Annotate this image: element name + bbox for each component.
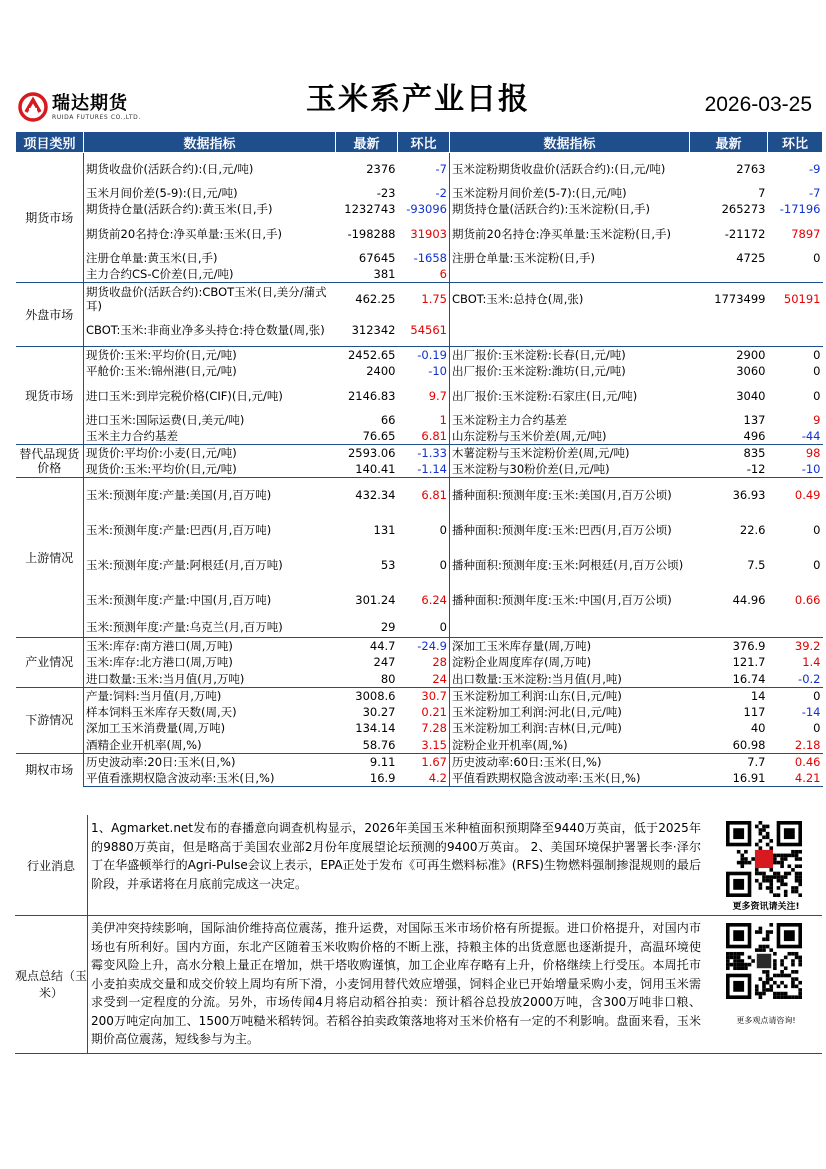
change-value: 2.18	[794, 737, 821, 752]
change-value: 0.21	[398, 704, 450, 721]
change-value: 28	[398, 654, 450, 671]
table-row	[16, 428, 823, 445]
latest-value: 381	[373, 267, 396, 281]
latest-value: 2146.83	[347, 388, 396, 403]
latest-value: 7.5	[747, 558, 766, 572]
latest-value: 44.7	[336, 638, 398, 655]
indicator-name: 酒精企业开机率(周,%)	[86, 737, 202, 752]
latest-value: 36.93	[690, 478, 768, 513]
indicator-name: 玉米主力合约基差	[86, 429, 178, 443]
indicator-name: 玉米淀粉加工利润:山东(日,元/吨)	[450, 687, 690, 704]
change-value: -93096	[398, 201, 450, 218]
latest-value: 376.9	[690, 638, 768, 655]
change-value: 0	[398, 618, 450, 638]
indicator-name: 玉米淀粉月间价差(5-7):(日,元/吨)	[452, 185, 627, 200]
change-value: -1.33	[398, 445, 450, 462]
category-cell: 替代品现货价格	[16, 445, 84, 478]
latest-value: 134.14	[355, 721, 396, 736]
latest-value: -23	[376, 185, 396, 200]
latest-value: 14	[690, 687, 768, 704]
change-value: 0	[398, 513, 450, 548]
latest-value: 2376	[336, 153, 398, 185]
latest-value: 80	[380, 671, 396, 686]
view-summary-label: 观点总结（玉米）	[15, 915, 88, 1053]
category-cell: 上游情况	[16, 478, 84, 638]
change-value	[768, 266, 823, 283]
indicator-name: 玉米淀粉加工利润:河北(日,元/吨)	[452, 704, 622, 719]
latest-value: 58.76	[362, 737, 396, 752]
change-value: 30.7	[398, 687, 450, 704]
indicator-name: 深加工玉米消费量(周,万吨)	[86, 721, 226, 736]
indicator-name: 玉米淀粉加工利润:吉林(日,元/吨)	[452, 721, 622, 736]
category-cell: 期权市场	[16, 753, 84, 786]
latest-value: 67645	[358, 250, 396, 265]
change-value: 7897	[791, 226, 821, 241]
indicator-name: 玉米淀粉与30粉价差(日,元/吨)	[452, 462, 610, 476]
table-header-row	[16, 132, 823, 153]
table-row	[16, 548, 823, 583]
qr-code-icon	[726, 923, 802, 999]
change-value: 3.15	[398, 737, 450, 754]
change-value: 0	[768, 687, 823, 704]
category-cell: 现货市场	[16, 347, 84, 445]
indicator-name: 主力合约CS-C价差(日,元/吨)	[86, 267, 234, 281]
indicator-name: 现货价:玉米:平均价(日,元/吨)	[84, 347, 336, 364]
indicator-name: 木薯淀粉与玉米淀粉价差(周,元/吨)	[450, 445, 690, 462]
latest-value: 4725	[736, 250, 766, 265]
indicator-name	[450, 315, 690, 347]
table-row	[16, 737, 823, 754]
table-row	[16, 412, 823, 429]
change-value: -1658	[398, 250, 450, 267]
qr-code-icon	[726, 821, 802, 897]
indicator-name: 玉米:预测年度:产量:乌克兰(月,百万吨)	[86, 620, 283, 635]
qr-caption-news: 更多资讯请关注!	[732, 902, 800, 912]
latest-value: -198288	[347, 226, 396, 241]
latest-value: 1232743	[344, 202, 396, 217]
latest-value: 44.96	[732, 593, 766, 607]
change-value: 24	[398, 671, 450, 688]
indicator-name	[450, 618, 690, 638]
indicator-name: CBOT:玉米:非商业净多头持仓:持仓数量(周,张)	[86, 323, 325, 338]
change-value: -2	[398, 185, 450, 202]
latest-value: 30.27	[362, 704, 396, 719]
table-row	[16, 638, 823, 655]
indicator-name: 出厂报价:玉米淀粉:潍坊(日,元/吨)	[452, 364, 626, 379]
change-value: -7	[398, 153, 450, 185]
change-value: -1.14	[398, 461, 450, 478]
indicator-name: 播种面积:预测年度:玉米:美国(月,百万公顷)	[450, 478, 690, 513]
change-value: 31903	[398, 218, 450, 250]
change-value: -7	[809, 185, 821, 200]
change-value: -24.9	[398, 638, 450, 655]
change-value: 0	[813, 523, 821, 537]
change-value: 0.49	[768, 478, 823, 513]
view-summary-text: 美伊冲突持续影响，国际油价维持高位震荡，推升运费，对国际玉米市场价格有所提振。进口价格提升，对国内市场也有所利好。国内方面，东北产区随着玉米收购价格的不断上涨，持粮主体的出货意愿也逐渐提升，高温环境使霉变风险上升，高水分粮上量正在增加，烘干塔收购谨慎，加工企业库存略有上升，价格继续上行受压。本周托市小麦拍卖成交量和成交价较上周均有所下滑，小麦饲用替代效应增强，饲料企业已开始增量采购小麦，饲用玉米需求受到一定程度的分流。另外，市场传闻4月将启动稻谷拍卖：预计稻谷总投放2000万吨，含300万吨非口粮、200万吨定向加工、1500万吨糙米稻转饲。若稻谷拍卖政策落地将对玉米价格有一定的不利影响。盘面来看，玉米期价高位震荡，短线参与为主。	[91, 921, 701, 1046]
table-row	[16, 720, 823, 737]
indicator-name: 期货收盘价(活跃合约):CBOT玉米(日,美分/蒲式耳)	[84, 283, 336, 315]
change-value: 1	[398, 412, 450, 429]
indicator-name: 进口数量:玉米:当月值(月,万吨)	[86, 671, 245, 686]
indicator-name: 出口数量:玉米淀粉:当月值(月,吨)	[452, 671, 622, 686]
change-value: 4.21	[768, 770, 823, 787]
header-latest-right: 最新	[690, 132, 768, 153]
table-row	[16, 583, 823, 618]
table-row	[16, 654, 823, 671]
table-row	[16, 618, 823, 638]
qr-caption-view: 更多观点请咨询!	[736, 1016, 796, 1025]
change-value: -44	[801, 429, 821, 443]
latest-value: 7	[758, 185, 766, 200]
indicator-name: 平舱价:玉米:锦州港(日,元/吨)	[86, 364, 237, 379]
indicator-name: 淀粉企业周度库存(周,万吨)	[452, 655, 592, 670]
table-row	[16, 704, 823, 721]
table-row	[16, 753, 823, 770]
indicator-name: 期货持仓量(活跃合约):玉米淀粉(日,手)	[452, 202, 650, 217]
latest-value: 66	[380, 412, 396, 427]
indicator-name: 期货前20名持仓:净买单量:玉米(日,手)	[86, 226, 283, 241]
latest-value: 3008.6	[336, 687, 398, 704]
change-value: -14	[801, 704, 821, 719]
latest-value: 2763	[690, 153, 768, 185]
change-value	[768, 315, 823, 347]
change-value: -10	[398, 363, 450, 380]
change-value: -0.19	[398, 347, 450, 364]
table-row	[16, 687, 823, 704]
latest-value: 29	[380, 620, 396, 635]
indicator-name: 期货收盘价(活跃合约):(日,元/吨)	[84, 153, 336, 185]
latest-value: 7.7	[690, 753, 768, 770]
report-date: 2026-03-25	[704, 93, 812, 116]
indicator-table	[15, 131, 823, 787]
latest-value: 121.7	[732, 655, 766, 670]
indicator-name: 播种面积:预测年度:玉米:巴西(月,百万公顷)	[452, 523, 672, 537]
table-row	[16, 185, 823, 202]
change-value: 7.28	[398, 720, 450, 737]
latest-value: 432.34	[336, 478, 398, 513]
latest-value: 2400	[366, 364, 396, 379]
latest-value: 9.11	[336, 753, 398, 770]
change-value: 0	[813, 721, 821, 736]
latest-value: 53	[380, 558, 396, 572]
latest-value: 16.74	[732, 671, 766, 686]
indicator-name: 玉米:预测年度:产量:美国(月,百万吨)	[84, 478, 336, 513]
latest-value: 16.9	[336, 770, 398, 787]
change-value: 9	[813, 412, 821, 427]
latest-value	[690, 618, 768, 638]
indicator-name: 玉米:预测年度:产量:巴西(月,百万吨)	[86, 523, 272, 537]
change-value	[768, 618, 823, 638]
latest-value: 2452.65	[336, 347, 398, 364]
category-cell: 外盘市场	[16, 283, 84, 347]
latest-value: 301.24	[355, 593, 396, 607]
indicator-name: 玉米月间价差(5-9):(日,元/吨)	[86, 185, 238, 200]
latest-value: 247	[373, 655, 396, 670]
table-row	[16, 380, 823, 412]
latest-value: 137	[743, 412, 766, 427]
change-value: 6.81	[398, 478, 450, 513]
latest-value: 312342	[351, 323, 396, 338]
indicator-name: 深加工玉米库存量(周,万吨)	[450, 638, 690, 655]
indicator-name: 进口玉米:到岸完税价格(CIF)(日,元/吨)	[86, 388, 283, 403]
indicator-name: 玉米淀粉主力合约基差	[452, 412, 567, 427]
table-row	[16, 250, 823, 267]
table-row	[16, 315, 823, 347]
change-value: 54561	[398, 315, 450, 347]
latest-value: 462.25	[336, 283, 398, 315]
table-row	[16, 218, 823, 250]
change-value: 0	[813, 558, 821, 572]
indicator-name: 玉米淀粉期货收盘价(活跃合约):(日,元/吨)	[450, 153, 690, 185]
table-row	[16, 153, 823, 185]
latest-value: 131	[373, 523, 396, 537]
change-value: 0	[768, 347, 823, 364]
latest-value: 76.65	[362, 429, 396, 443]
indicator-name: 进口玉米:国际运费(日,美元/吨)	[86, 412, 245, 427]
indicator-name: 产量:饲料:当月值(月,万吨)	[84, 687, 336, 704]
header-change-right: 环比	[768, 132, 823, 153]
change-value: 6	[398, 266, 450, 283]
indicator-name: 玉米:库存:北方港口(周,万吨)	[86, 655, 233, 670]
latest-value: 16.91	[690, 770, 768, 787]
header-indicator-right: 数据指标	[450, 132, 690, 153]
table-row	[16, 671, 823, 688]
indicator-name: 玉米:预测年度:产量:阿根廷(月,百万吨)	[86, 558, 283, 572]
indicator-name: 历史波动率:60日:玉米(日,%)	[450, 753, 690, 770]
table-row	[16, 770, 823, 787]
change-value: 6.81	[398, 428, 450, 445]
change-value: 0.46	[768, 753, 823, 770]
latest-value: 40	[750, 721, 766, 736]
latest-value: 1773499	[690, 283, 768, 315]
indicator-name: 现货价:平均价:小麦(日,元/吨)	[84, 445, 336, 462]
indicator-name: 平值看涨期权隐含波动率:玉米(日,%)	[84, 770, 336, 787]
change-value: 50191	[768, 283, 823, 315]
latest-value: -12	[746, 462, 766, 476]
change-value: -0.2	[798, 671, 821, 686]
indicator-name: 淀粉企业开机率(周,%)	[452, 737, 568, 752]
report-title: 玉米系产业日报	[306, 82, 530, 117]
latest-value: 2593.06	[336, 445, 398, 462]
change-value: 0	[398, 548, 450, 583]
latest-value: 2900	[690, 347, 768, 364]
indicator-name: 历史波动率:20日:玉米(日,%)	[84, 753, 336, 770]
table-row	[16, 201, 823, 218]
indicator-name: 期货前20名持仓:净买单量:玉米淀粉(日,手)	[452, 226, 672, 241]
indicator-name: 玉米:库存:南方港口(周,万吨)	[84, 638, 336, 655]
industry-news-text: 1、Agmarket.net发布的春播意向调查机构显示，2026年美国玉米种植面积预期降至9440万英亩，低于2025年的9880万英亩，但是略高于美国农业部2月份年度展望论坛预测的9400万英亩。 2、美国环境保护署署长李·泽尔丁在华盛顿举行的Agri-Pulse会议上表示，EPA正处于发布《可再生燃料标准》(RFS)生物燃料强制掺混规则的最后阶段，并承诺将在月底前完成这一决定。	[91, 821, 701, 891]
indicator-name: 注册仓单量:黄玉米(日,手)	[86, 250, 218, 265]
table-row	[16, 513, 823, 548]
report-header	[18, 80, 818, 130]
indicator-name: 山东淀粉与玉米价差(周,元/吨)	[452, 429, 607, 443]
indicator-name: 样本饲料玉米库存天数(周,天)	[86, 704, 237, 719]
change-value: 1.4	[802, 655, 821, 670]
change-value: 4.2	[398, 770, 450, 787]
indicator-name: 播种面积:预测年度:玉米:中国(月,百万公顷)	[452, 593, 672, 607]
latest-value: 22.6	[739, 523, 766, 537]
change-value: 0.66	[794, 593, 821, 607]
table-row	[16, 347, 823, 364]
change-value: 0	[813, 388, 821, 403]
latest-value: 60.98	[732, 737, 766, 752]
industry-news-section	[15, 815, 822, 916]
table-row	[16, 266, 823, 283]
header-category: 项目类别	[16, 132, 84, 153]
table-row	[16, 478, 823, 513]
logo-english-name: RUIDA FUTURES CO.,LTD.	[52, 113, 141, 121]
latest-value: 496	[743, 429, 766, 443]
table-row	[16, 363, 823, 380]
change-value: 6.24	[398, 583, 450, 618]
change-value: -10	[801, 462, 821, 476]
indicator-name: 现货价:玉米:平均价(日,元/吨)	[86, 462, 237, 476]
indicator-name: 平值看跌期权隐含波动率:玉米(日,%)	[450, 770, 690, 787]
latest-value: 3040	[736, 388, 766, 403]
indicator-name: 玉米:预测年度:产量:中国(月,百万吨)	[86, 593, 272, 607]
change-value: 0	[813, 250, 821, 265]
latest-value: -21172	[724, 226, 766, 241]
view-summary-section	[15, 915, 822, 1054]
category-cell: 产业情况	[16, 638, 84, 688]
indicator-name: CBOT:玉米:总持仓(周,张)	[450, 283, 690, 315]
latest-value	[690, 266, 768, 283]
change-value: -17196	[779, 202, 821, 217]
indicator-name: 出厂报价:玉米淀粉:石家庄(日,元/吨)	[452, 388, 638, 403]
category-cell: 期货市场	[16, 153, 84, 283]
latest-value	[690, 315, 768, 347]
indicator-name	[450, 266, 690, 283]
latest-value: 3060	[736, 364, 766, 379]
change-value: 0	[813, 364, 821, 379]
indicator-name: 期货持仓量(活跃合约):黄玉米(日,手)	[86, 202, 273, 217]
logo-name: 瑞达期货	[52, 92, 128, 114]
latest-value: 835	[690, 445, 768, 462]
table-row	[16, 283, 823, 315]
category-cell: 下游情况	[16, 687, 84, 753]
header-change: 环比	[398, 132, 450, 153]
indicator-name: 出厂报价:玉米淀粉:长春(日,元/吨)	[450, 347, 690, 364]
header-indicator: 数据指标	[84, 132, 336, 153]
indicator-name: 注册仓单量:玉米淀粉(日,手)	[452, 250, 596, 265]
latest-value: 117	[743, 704, 766, 719]
latest-value: 265273	[721, 202, 766, 217]
industry-news-label: 行业消息	[15, 815, 88, 915]
table-row	[16, 445, 823, 462]
table-body	[16, 153, 823, 787]
change-value: -9	[768, 153, 823, 185]
change-value: 1.67	[398, 753, 450, 770]
header-latest: 最新	[336, 132, 398, 153]
change-value: 1.75	[398, 283, 450, 315]
table-row	[16, 461, 823, 478]
change-value: 39.2	[768, 638, 823, 655]
indicator-name: 播种面积:预测年度:玉米:阿根廷(月,百万公顷)	[452, 558, 684, 572]
latest-value: 140.41	[355, 462, 396, 476]
change-value: 9.7	[398, 380, 450, 412]
change-value: 98	[768, 445, 823, 462]
